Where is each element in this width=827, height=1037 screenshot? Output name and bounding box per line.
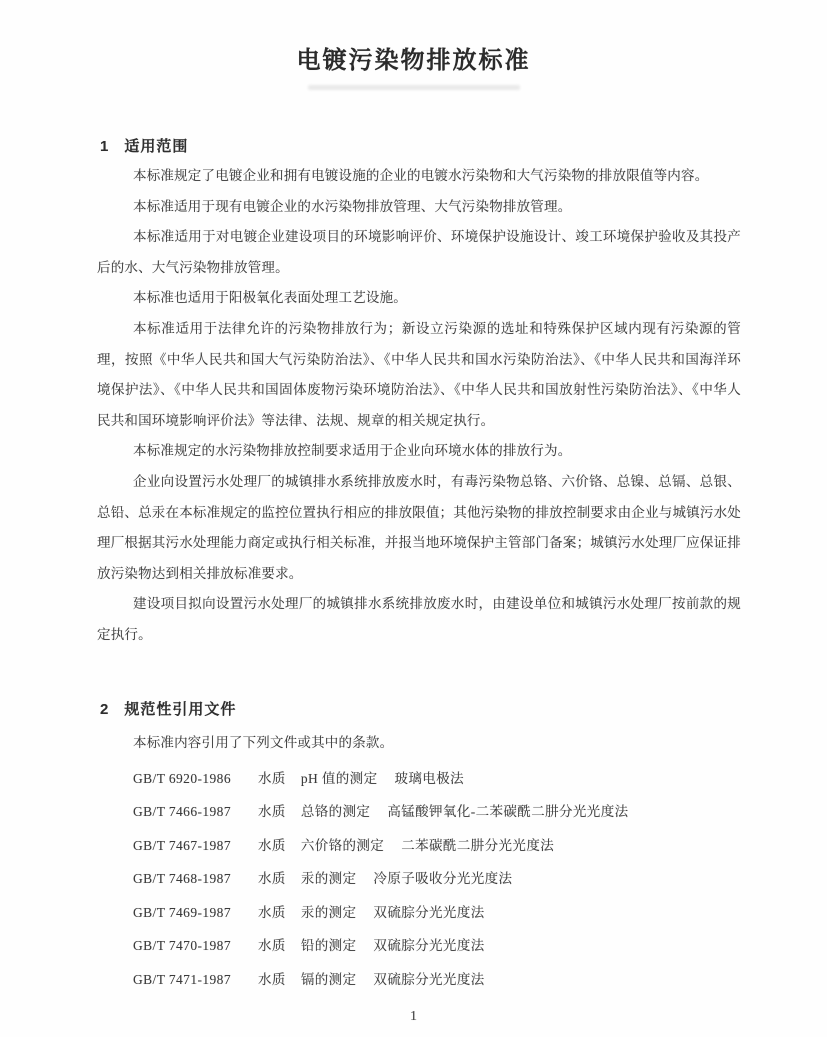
section-references-number: 2 — [100, 700, 110, 718]
scope-paragraph: 本标准适用于法律允许的污染物排放行为；新设立污染源的选址和特殊保护区域内现有污染源的管理，按照《中华人民共和国大气污染防治法》、《中华人民共和国水污染防治法》、《中华人民共和国海洋环境保护法》、《中华人民共和国固体废物污染环境防治法》、《中华人民共和国放射性污染防治法》、《中华人民共和国环境影响评价法》等法律、法规、规章的相关规定执行。 — [97, 320, 741, 428]
reference-method: 双硫腙分光光度法 — [373, 971, 485, 987]
section-references-title: 规范性引用文件 — [124, 700, 237, 718]
reference-code: GB/T 7466-1987 — [133, 804, 231, 819]
reference-row — [133, 862, 787, 896]
reference-item: 镉的测定 — [300, 971, 357, 987]
reference-code: GB/T 6920-1986 — [133, 770, 231, 786]
scope-paragraph: 本标准适用于对电镀企业建设项目的环境影响评价、环境保护设施设计、竣工环境保护验收及其投产后的水、大气污染物排放管理。 — [97, 229, 741, 275]
section-scope — [0, 137, 827, 651]
reference-method: 高锰酸钾氧化-二苯碳酰二肼分光光度法 — [387, 804, 629, 819]
scope-paragraphs — [97, 161, 741, 651]
reference-row — [133, 762, 787, 796]
page-number: 1 — [410, 1009, 417, 1024]
reference-row — [133, 829, 787, 863]
reference-row — [133, 963, 787, 997]
reference-item: pH 值的测定 — [300, 770, 378, 786]
scope-paragraph: 企业向设置污水处理厂的城镇排水系统排放废水时，有毒污染物总铬、六价铬、总镍、总镉、总银、总铅、总汞在本标准规定的监控位置执行相应的排放限值；其他污染物的排放控制要求由企业与城镇污水处理厂根据其污水处理能力商定或执行相关标准，并报当地环境保护主管部门备案；城镇污水处理厂应保证排放污染物达到相关排放标准要求。 — [97, 473, 741, 581]
reference-method: 二苯碳酰二肼分光光度法 — [401, 837, 555, 853]
reference-subject: 水质 — [258, 770, 286, 786]
reference-subject: 水质 — [258, 971, 286, 987]
reference-item: 汞的测定 — [300, 871, 357, 886]
section-references-heading — [100, 700, 737, 720]
reference-code: GB/T 7470-1987 — [133, 938, 231, 953]
scope-paragraph: 建设项目拟向设置污水处理厂的城镇排水系统排放废水时，由建设单位和城镇污水处理厂按前款的规定执行。 — [97, 596, 741, 642]
reference-subject: 水质 — [258, 938, 286, 953]
reference-method: 冷原子吸收分光光度法 — [373, 871, 513, 886]
reference-code: GB/T 7469-1987 — [133, 904, 231, 920]
reference-subject: 水质 — [258, 904, 286, 920]
references-intro: 本标准内容引用了下列文件或其中的条款。 — [133, 734, 394, 750]
scan-artifact — [308, 85, 520, 90]
scope-paragraph: 本标准适用于现有电镀企业的水污染物排放管理、大气污染物排放管理。 — [133, 198, 572, 214]
reference-list — [133, 762, 787, 997]
reference-method: 玻璃电极法 — [394, 770, 464, 786]
reference-subject: 水质 — [258, 871, 286, 886]
reference-item: 汞的测定 — [300, 904, 357, 920]
reference-method: 双硫腙分光光度法 — [373, 938, 485, 953]
reference-row — [133, 896, 787, 930]
reference-subject: 水质 — [258, 804, 286, 819]
reference-row — [133, 929, 787, 963]
section-scope-title: 适用范围 — [124, 138, 189, 155]
reference-code: GB/T 7471-1987 — [133, 971, 231, 987]
document-title: 电镀污染物排放标准 — [296, 47, 531, 74]
section-references — [0, 700, 827, 997]
section-scope-number: 1 — [100, 138, 110, 155]
reference-code: GB/T 7468-1987 — [133, 871, 231, 886]
reference-subject: 水质 — [258, 837, 286, 853]
scope-paragraph: 本标准也适用于阳极氧化表面处理工艺设施。 — [133, 290, 407, 306]
scope-paragraph: 本标准规定的水污染物排放控制要求适用于企业向环境水体的排放行为。 — [133, 443, 572, 459]
reference-item: 六价铬的测定 — [300, 837, 385, 853]
scope-paragraph: 本标准规定了电镀企业和拥有电镀设施的企业的电镀水污染物和大气污染物的排放限值等内容。 — [133, 168, 709, 183]
reference-method: 双硫腙分光光度法 — [373, 904, 485, 920]
reference-row — [133, 795, 787, 829]
reference-code: GB/T 7467-1987 — [133, 837, 231, 853]
reference-item: 总铬的测定 — [300, 804, 371, 819]
reference-item: 铅的测定 — [300, 938, 357, 953]
section-scope-heading — [100, 137, 737, 157]
